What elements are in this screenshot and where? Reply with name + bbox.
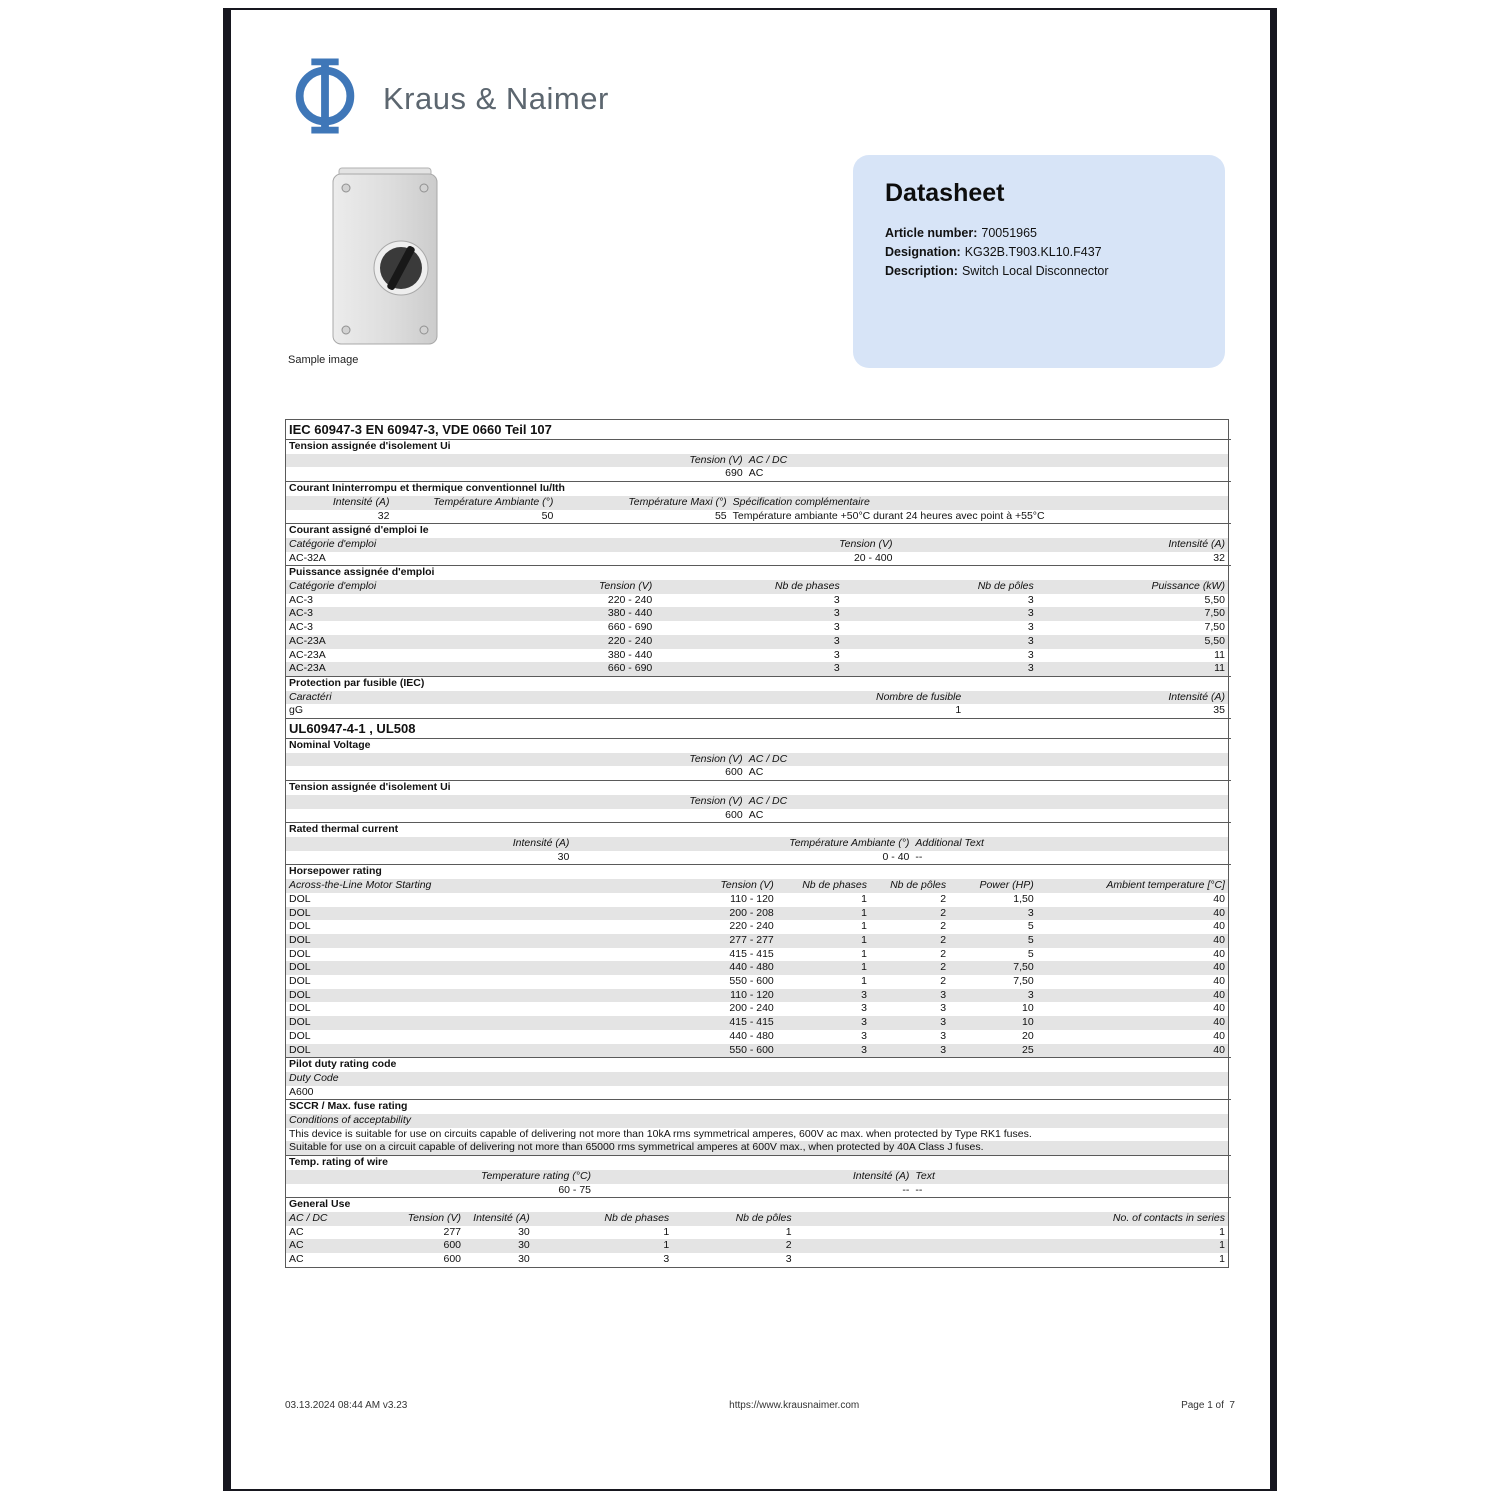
table-cell: 600 bbox=[443, 1253, 462, 1266]
table-cell: Intensité (A) bbox=[1168, 537, 1225, 550]
table-cell: gG bbox=[289, 704, 304, 717]
table-cell: 220 - 240 bbox=[607, 634, 653, 647]
table-cell: 3 bbox=[940, 988, 947, 1001]
table-data-row bbox=[286, 1226, 1228, 1240]
table-cell: 25 bbox=[1022, 1043, 1034, 1056]
table-data-row bbox=[286, 975, 1228, 989]
table-cell: 200 - 240 bbox=[729, 1002, 774, 1015]
table-cell: Intensité (A) bbox=[332, 495, 390, 508]
table-cell: Tension (V) bbox=[598, 580, 653, 593]
table-cell: DOL bbox=[289, 920, 311, 933]
table-header-row bbox=[286, 691, 1228, 705]
table-cell: Tension (V) bbox=[407, 1211, 462, 1224]
table-section-title: Nominal Voltage bbox=[286, 738, 1231, 753]
table-section-title: Rated thermal current bbox=[286, 822, 1231, 837]
table-cell: Température ambiante +50°C durant 24 heures avec point à +55°C bbox=[732, 509, 1045, 522]
description-label: Description: bbox=[885, 264, 958, 278]
table-cell: Tension (V) bbox=[689, 453, 743, 466]
datasheet-info-panel bbox=[853, 155, 1225, 368]
table-cell: 1 bbox=[1219, 1253, 1225, 1266]
table-cell: 3 bbox=[861, 1029, 868, 1042]
spec-table bbox=[285, 419, 1229, 1268]
table-cell: This device is suitable for use on circuits capable of delivering not more than 10kA rms symmetrical amperes, 600V ac max. when protected by Type RK1 fuses. bbox=[289, 1127, 1032, 1140]
description-field bbox=[885, 262, 1193, 281]
table-cell: 32 bbox=[377, 509, 390, 522]
table-cell: DOL bbox=[289, 975, 311, 988]
table-cell: 30 bbox=[557, 850, 570, 863]
table-cell: Duty Code bbox=[289, 1071, 339, 1084]
designation-field bbox=[885, 243, 1193, 262]
table-cell: Nb de pôles bbox=[977, 580, 1034, 593]
table-cell: 5 bbox=[1027, 947, 1034, 960]
table-main-title: UL60947-4-1 , UL508 bbox=[286, 718, 1231, 738]
table-cell: 380 - 440 bbox=[607, 648, 653, 661]
table-cell: Intensité (A) bbox=[852, 1169, 910, 1182]
table-data-row bbox=[286, 934, 1228, 948]
table-data-row bbox=[286, 1002, 1228, 1016]
description-value: Switch Local Disconnector bbox=[961, 264, 1109, 278]
table-data-row bbox=[286, 948, 1228, 962]
brand-logo bbox=[285, 56, 609, 141]
table-cell: 3 bbox=[861, 1043, 868, 1056]
table-cell: 10 bbox=[1022, 1016, 1034, 1029]
table-cell: 0 - 40 bbox=[882, 850, 910, 863]
table-header-row bbox=[286, 1114, 1228, 1128]
table-main-title: IEC 60947-3 EN 60947-3, VDE 0660 Teil 107 bbox=[289, 422, 552, 437]
table-cell: 110 - 120 bbox=[730, 892, 774, 905]
table-section-title: Tension assignée d'isolement Ui bbox=[286, 780, 1231, 795]
table-cell: AC / DC bbox=[289, 1211, 328, 1224]
table-cell: 2 bbox=[940, 920, 947, 933]
table-cell: DOL bbox=[289, 947, 311, 960]
table-cell: 1 bbox=[663, 1225, 670, 1238]
table-cell: 3 bbox=[1027, 634, 1034, 647]
table-header-row bbox=[286, 496, 1228, 510]
table-data-row bbox=[286, 552, 1228, 566]
table-data-row bbox=[286, 649, 1228, 663]
table-cell: 1 bbox=[861, 947, 868, 960]
table-cell: DOL bbox=[289, 1016, 311, 1029]
footer-url[interactable]: https://www.krausnaimer.com bbox=[729, 1400, 860, 1411]
table-cell: Catégorie d'emploi bbox=[289, 537, 377, 550]
table-section-title: SCCR / Max. fuse rating bbox=[286, 1099, 1231, 1114]
table-cell: AC-3 bbox=[289, 621, 313, 634]
table-cell: Nb de phases bbox=[774, 580, 840, 593]
table-cell: 7,50 bbox=[1204, 621, 1225, 634]
brand-name: Kraus & Naimer bbox=[383, 80, 609, 116]
table-cell: AC bbox=[748, 467, 764, 480]
table-cell: DOL bbox=[289, 961, 311, 974]
table-cell: 3 bbox=[1027, 648, 1034, 661]
table-header-row bbox=[286, 1072, 1228, 1086]
product-image bbox=[331, 166, 443, 353]
table-cell: 2 bbox=[940, 975, 947, 988]
table-data-row bbox=[286, 851, 1228, 865]
table-cell: AC / DC bbox=[748, 453, 788, 466]
table-cell: 3 bbox=[833, 648, 840, 661]
table-section-title: Temp. rating of wire bbox=[286, 1155, 1231, 1170]
table-data-row bbox=[286, 594, 1228, 608]
table-cell: 415 - 415 bbox=[729, 947, 774, 960]
table-cell: 55 bbox=[714, 509, 727, 522]
table-cell: AC-23A bbox=[289, 648, 326, 661]
table-cell: 5,50 bbox=[1204, 634, 1225, 647]
table-section-title: Protection par fusible (IEC) bbox=[286, 676, 1231, 691]
table-cell: 3 bbox=[663, 1253, 670, 1266]
table-cell: 1 bbox=[1219, 1225, 1225, 1238]
table-cell: DOL bbox=[289, 988, 311, 1001]
table-cell: 1 bbox=[861, 961, 868, 974]
table-cell: 40 bbox=[1213, 947, 1225, 960]
table-cell: Intensité (A) bbox=[512, 836, 570, 849]
footer-date: 03.13.2024 08:44 AM v3.23 bbox=[285, 1400, 408, 1411]
designation-value: KG32B.T903.KL10.F437 bbox=[964, 245, 1102, 259]
table-cell: 40 bbox=[1213, 961, 1225, 974]
table-cell: 20 - 400 bbox=[853, 551, 893, 564]
table-data-row bbox=[286, 1044, 1228, 1058]
table-cell: AC bbox=[748, 808, 764, 821]
table-cell: 550 - 600 bbox=[729, 975, 774, 988]
table-cell: 3 bbox=[861, 1002, 868, 1015]
table-cell: 550 - 600 bbox=[729, 1043, 774, 1056]
table-cell: Power (HP) bbox=[979, 879, 1034, 892]
table-data-row bbox=[286, 809, 1228, 823]
table-cell: 1 bbox=[955, 704, 962, 717]
phi-logo-icon bbox=[285, 56, 365, 141]
table-header-row bbox=[286, 454, 1228, 468]
table-cell: 3 bbox=[833, 607, 840, 620]
table-cell: 30 bbox=[518, 1253, 530, 1266]
table-cell: DOL bbox=[289, 1043, 311, 1056]
table-cell: 3 bbox=[833, 593, 840, 606]
table-cell: DOL bbox=[289, 906, 311, 919]
table-cell: 7,50 bbox=[1204, 607, 1225, 620]
table-data-row bbox=[286, 989, 1228, 1003]
table-cell: 7,50 bbox=[1013, 961, 1034, 974]
table-cell: Tension (V) bbox=[839, 537, 893, 550]
table-section-title: Pilot duty rating code bbox=[286, 1057, 1231, 1072]
table-cell: 7,50 bbox=[1013, 975, 1034, 988]
table-cell: 40 bbox=[1213, 933, 1225, 946]
article-number-label: Article number: bbox=[885, 226, 978, 240]
table-data-row bbox=[286, 1253, 1228, 1267]
table-cell: Catégorie d'emploi bbox=[289, 580, 377, 593]
table-cell: Tension (V) bbox=[689, 752, 743, 765]
table-cell: 11 bbox=[1214, 648, 1225, 661]
table-cell: Intensité (A) bbox=[1168, 690, 1225, 703]
table-cell: 220 - 240 bbox=[607, 593, 653, 606]
table-section-title: Tension assignée d'isolement Ui bbox=[286, 439, 1231, 454]
table-cell: 277 bbox=[443, 1225, 462, 1238]
table-cell: A600 bbox=[289, 1085, 314, 1098]
table-cell: 600 bbox=[725, 766, 743, 779]
table-data-row bbox=[286, 621, 1228, 635]
table-data-row bbox=[286, 635, 1228, 649]
table-cell: AC-32A bbox=[289, 551, 326, 564]
table-cell: 277 - 277 bbox=[729, 933, 774, 946]
table-cell: 3 bbox=[1027, 662, 1034, 675]
table-cell: 3 bbox=[833, 621, 840, 634]
table-cell: 20 bbox=[1022, 1029, 1034, 1042]
table-data-row bbox=[286, 1086, 1228, 1100]
table-cell: 50 bbox=[541, 509, 554, 522]
table-cell: AC-23A bbox=[289, 662, 326, 675]
table-cell: 2 bbox=[940, 933, 947, 946]
page-footer bbox=[285, 1400, 1235, 1411]
table-cell: AC bbox=[289, 1253, 304, 1266]
table-cell: AC / DC bbox=[748, 794, 788, 807]
table-cell: 1 bbox=[861, 892, 868, 905]
datasheet-title: Datasheet bbox=[885, 179, 1005, 207]
table-cell: 600 bbox=[443, 1239, 462, 1252]
article-number-value: 70051965 bbox=[981, 226, 1038, 240]
table-data-row bbox=[286, 766, 1228, 780]
table-data-row bbox=[286, 1239, 1228, 1253]
table-cell: 40 bbox=[1213, 975, 1225, 988]
table-section-title: Puissance assignée d'emploi bbox=[286, 565, 1231, 580]
article-number-field bbox=[885, 224, 1193, 243]
table-cell: Suitable for use on a circuit capable of delivering not more than 65000 rms symmetrical amperes at 600V max., when protected by 40A Class J fuses. bbox=[289, 1141, 984, 1154]
table-cell: AC / DC bbox=[748, 752, 788, 765]
table-section-title: Courant assigné d'emploi Ie bbox=[286, 523, 1231, 538]
table-cell: 30 bbox=[518, 1225, 530, 1238]
table-cell: 40 bbox=[1213, 1043, 1225, 1056]
table-data-row bbox=[286, 704, 1228, 718]
table-cell: Additional Text bbox=[915, 836, 984, 849]
table-cell: 3 bbox=[861, 988, 868, 1001]
table-cell: 110 - 120 bbox=[730, 988, 774, 1001]
sample-image-caption: Sample image bbox=[288, 354, 359, 366]
table-cell: 3 bbox=[861, 1016, 868, 1029]
table-cell: Nb de phases bbox=[604, 1211, 670, 1224]
table-cell: 3 bbox=[1027, 906, 1034, 919]
table-cell: 1 bbox=[785, 1225, 792, 1238]
table-cell: AC bbox=[748, 766, 764, 779]
table-data-row bbox=[286, 1141, 1228, 1155]
table-cell: Température Maxi (°) bbox=[628, 495, 727, 508]
table-cell: 2 bbox=[940, 906, 947, 919]
table-cell: 3 bbox=[940, 1043, 947, 1056]
table-cell: -- bbox=[902, 1183, 910, 1196]
table-header-row bbox=[286, 795, 1228, 809]
table-cell: AC-23A bbox=[289, 634, 326, 647]
table-cell: 32 bbox=[1213, 551, 1225, 564]
table-header-row bbox=[286, 879, 1228, 893]
table-cell: 220 - 240 bbox=[729, 920, 774, 933]
table-section-title: Courant Ininterrompu et thermique conventionnel Iu/Ith bbox=[286, 481, 1231, 496]
table-cell: 5 bbox=[1027, 933, 1034, 946]
table-cell: 3 bbox=[1027, 593, 1034, 606]
table-cell: 660 - 690 bbox=[607, 662, 653, 675]
table-cell: 1 bbox=[1219, 1239, 1225, 1252]
table-data-row bbox=[286, 607, 1228, 621]
table-cell: 690 bbox=[725, 467, 743, 480]
table-cell: AC-3 bbox=[289, 607, 313, 620]
table-cell: 415 - 415 bbox=[729, 1016, 774, 1029]
table-cell: DOL bbox=[289, 892, 311, 905]
table-cell: 35 bbox=[1213, 704, 1225, 717]
table-cell: Puissance (kW) bbox=[1151, 580, 1225, 593]
table-cell: 3 bbox=[833, 662, 840, 675]
datasheet-page bbox=[223, 8, 1277, 1491]
table-cell: -- bbox=[915, 1183, 923, 1196]
table-data-row bbox=[286, 1184, 1228, 1198]
table-cell: DOL bbox=[289, 933, 311, 946]
table-data-row bbox=[286, 893, 1228, 907]
table-cell: 2 bbox=[785, 1239, 792, 1252]
table-cell: Caractéri bbox=[289, 690, 332, 703]
footer-page-number: Page 1 of 7 bbox=[1181, 1400, 1235, 1411]
table-data-row bbox=[286, 961, 1228, 975]
table-cell: 1 bbox=[861, 906, 868, 919]
table-header-row bbox=[286, 837, 1228, 851]
table-cell: 600 bbox=[725, 808, 743, 821]
table-cell: 40 bbox=[1213, 906, 1225, 919]
table-data-row bbox=[286, 662, 1228, 676]
table-cell: 40 bbox=[1213, 988, 1225, 1001]
table-data-row bbox=[286, 1016, 1228, 1030]
table-cell: 40 bbox=[1213, 1016, 1225, 1029]
table-cell: 40 bbox=[1213, 1029, 1225, 1042]
table-cell: 1 bbox=[861, 975, 868, 988]
table-data-row bbox=[286, 907, 1228, 921]
table-header-row bbox=[286, 1170, 1228, 1184]
table-cell: 3 bbox=[940, 1029, 947, 1042]
table-cell: DOL bbox=[289, 1029, 311, 1042]
table-section-title: General Use bbox=[286, 1197, 1231, 1212]
table-header-row bbox=[286, 538, 1228, 552]
table-cell: AC-3 bbox=[289, 593, 313, 606]
table-data-row bbox=[286, 467, 1228, 481]
table-cell: Spécification complémentaire bbox=[732, 495, 870, 508]
table-cell: Température Ambiante (°) bbox=[433, 495, 554, 508]
table-cell: Nombre de fusible bbox=[876, 690, 962, 703]
table-data-row bbox=[286, 1128, 1228, 1142]
table-cell: 40 bbox=[1213, 1002, 1225, 1015]
table-data-row bbox=[286, 1030, 1228, 1044]
table-cell: 2 bbox=[940, 961, 947, 974]
table-header-row bbox=[286, 580, 1228, 594]
table-cell: 440 - 480 bbox=[729, 961, 774, 974]
table-cell: 3 bbox=[785, 1253, 792, 1266]
table-cell: 11 bbox=[1214, 662, 1225, 675]
table-cell: 3 bbox=[1027, 607, 1034, 620]
table-cell: 1,50 bbox=[1013, 892, 1034, 905]
table-cell: 30 bbox=[518, 1239, 530, 1252]
table-cell: No. of contacts in series bbox=[1112, 1211, 1225, 1224]
table-data-row bbox=[286, 510, 1228, 524]
table-header-row bbox=[286, 753, 1228, 767]
table-cell: Ambient temperature [°C] bbox=[1106, 879, 1225, 892]
table-cell: 1 bbox=[861, 920, 868, 933]
table-cell: 1 bbox=[663, 1239, 670, 1252]
table-cell: -- bbox=[915, 850, 923, 863]
table-cell: Nb de pôles bbox=[890, 879, 947, 892]
table-cell: 3 bbox=[940, 1002, 947, 1015]
table-cell: Conditions of acceptability bbox=[289, 1114, 411, 1127]
table-cell: Tension (V) bbox=[720, 879, 774, 892]
table-cell: 380 - 440 bbox=[607, 607, 653, 620]
table-cell: 10 bbox=[1022, 1002, 1034, 1015]
table-cell: 2 bbox=[940, 892, 947, 905]
table-cell: AC bbox=[289, 1225, 304, 1238]
table-cell: AC bbox=[289, 1239, 304, 1252]
table-cell: 40 bbox=[1213, 892, 1225, 905]
table-cell: 3 bbox=[940, 1016, 947, 1029]
table-cell: 5,50 bbox=[1204, 593, 1225, 606]
table-section-title: Horsepower rating bbox=[286, 864, 1231, 879]
table-cell: Température Ambiante (°) bbox=[789, 836, 910, 849]
table-cell: 3 bbox=[833, 634, 840, 647]
table-cell: DOL bbox=[289, 1002, 311, 1015]
table-cell: 40 bbox=[1213, 920, 1225, 933]
table-cell: Nb de pôles bbox=[735, 1211, 792, 1224]
table-cell: 3 bbox=[1027, 988, 1034, 1001]
table-cell: 660 - 690 bbox=[607, 621, 653, 634]
table-cell: 2 bbox=[940, 947, 947, 960]
table-cell: 5 bbox=[1027, 920, 1034, 933]
designation-label: Designation: bbox=[885, 245, 961, 259]
table-cell: 3 bbox=[1027, 621, 1034, 634]
table-cell: Text bbox=[915, 1169, 935, 1182]
table-cell: Intensité (A) bbox=[473, 1211, 530, 1224]
table-cell: 440 - 480 bbox=[729, 1029, 774, 1042]
table-cell: Across-the-Line Motor Starting bbox=[289, 879, 432, 892]
table-cell: 60 - 75 bbox=[558, 1183, 592, 1196]
table-data-row bbox=[286, 920, 1228, 934]
table-cell: 1 bbox=[861, 933, 868, 946]
table-cell: 200 - 208 bbox=[729, 906, 774, 919]
table-cell: Tension (V) bbox=[689, 794, 743, 807]
table-cell: Nb de phases bbox=[802, 879, 868, 892]
table-header-row bbox=[286, 1212, 1228, 1226]
table-cell: Temperature rating (°C) bbox=[481, 1169, 592, 1182]
